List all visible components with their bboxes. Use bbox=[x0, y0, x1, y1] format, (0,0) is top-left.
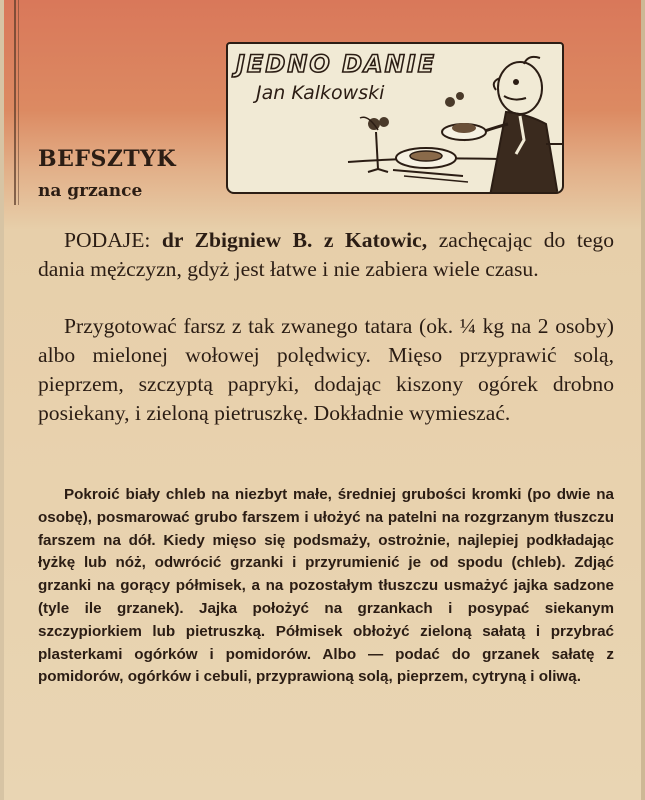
lead-label: PODAJE: bbox=[64, 228, 151, 252]
series-header-illustration bbox=[226, 42, 564, 194]
lead-author: dr Zbigniew B. z Katowic, bbox=[161, 228, 428, 252]
series-title: JEDNO DANIE bbox=[236, 50, 436, 78]
recipe-subtitle: na grzance bbox=[38, 181, 143, 201]
lead-paragraph bbox=[38, 226, 614, 284]
recipe-title: BEFSZTYK bbox=[38, 146, 177, 172]
preparation-paragraph: Przygotować farsz z tak zwanego tatara (ok. ¼ kg na 2 osoby) albo mielonej wołowej polędwicy. Mięso przyprawić solą, pieprzem, szczyptą papryki, dodając kiszony ogórek drobno posiekany, i zieloną pietruszkę. Dokładnie wymieszać. bbox=[38, 314, 614, 425]
cooking-paragraph: Pokroić biały chleb na niezbyt małe, średniej grubości kromki (po dwie na osobę), posmarować grubo farszem i ułożyć na patelni na rozgrzanym tłuszczu farszem na dół. Kiedy mięso się podsmaży, ostrożnie, najlepiej podkładając łyżkę lub nóż, odwrócić grzanki i przyrumienić je od spodu (chleb). Zdjąć grzanki na gorący półmisek, a na pozostałym tłuszczu usmażyć jajka sadzone (tyle ile grzanek). Jajka położyć na grzankach i posypać siekanym szczypiorkiem lub pietruszką. Półmisek obłożyć zieloną sałatą i przybrać plasterkami ogórków i pomidorów. Albo — podać do grzanek sałatę z pomidorów, ogórków i cebuli, przyprawioną solą, pieprzem, cytryną i oliwą. bbox=[38, 486, 614, 686]
lead-rest: zachęcając do tego dania mężczyzn, gdyż jest łatwe i nie zabiera wiele czasu. bbox=[38, 228, 614, 281]
column-rule bbox=[14, 0, 16, 205]
artist-signature: Jan Kalkowski bbox=[256, 82, 385, 104]
column-rule-inner bbox=[18, 0, 19, 205]
